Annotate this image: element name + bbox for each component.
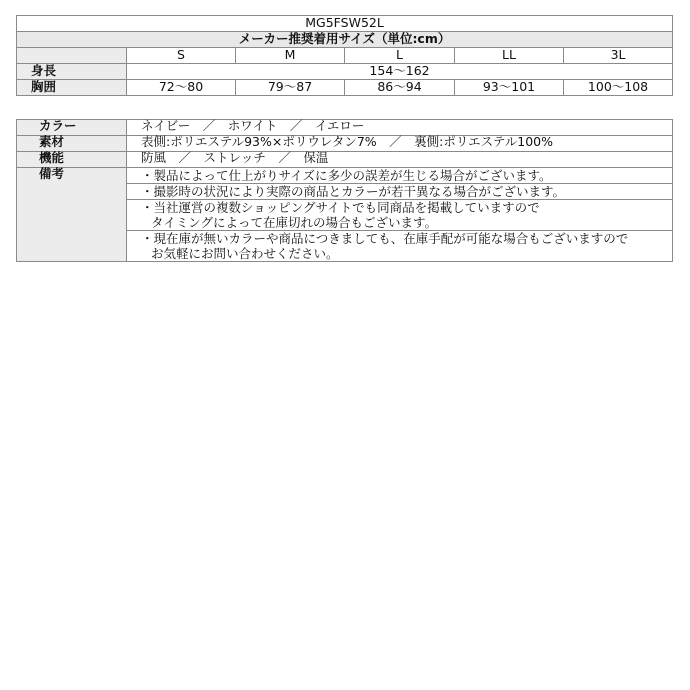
note-line-continued: タイミングによって在庫切れの場合もございます。 bbox=[151, 215, 438, 230]
spec-table bbox=[16, 119, 673, 262]
note-line: ・現在庫が無いカラーや商品につきましても、在庫手配が可能な場合もございますので bbox=[141, 231, 629, 246]
size-header-m: M bbox=[236, 48, 345, 64]
height-value: 154〜162 bbox=[127, 64, 673, 80]
note-item bbox=[127, 168, 673, 184]
height-label: 身長 bbox=[17, 64, 127, 80]
color-value: ネイビー ／ ホワイト ／ イエロー bbox=[127, 120, 673, 136]
size-header-s: S bbox=[127, 48, 236, 64]
note-line-continued: お気軽にお問い合わせください。 bbox=[151, 246, 339, 261]
notes-label: 備考 bbox=[17, 168, 127, 262]
size-header-corner bbox=[17, 48, 127, 64]
size-header-ll: LL bbox=[455, 48, 564, 64]
size-header-l: L bbox=[345, 48, 455, 64]
chest-value-l: 86〜94 bbox=[345, 80, 455, 96]
note-line: ・製品によって仕上がりサイズに多少の誤差が生じる場合がございます。 bbox=[141, 168, 552, 183]
note-item bbox=[127, 231, 673, 262]
size-table-subtitle: メーカー推奨着用サイズ（単位:cm） bbox=[17, 32, 673, 48]
product-code: MG5FSW52L bbox=[17, 16, 673, 32]
note-line: ・当社運営の複数ショッピングサイトでも同商品を掲載していますので bbox=[141, 200, 540, 215]
chest-value-ll: 93〜101 bbox=[455, 80, 564, 96]
note-item bbox=[127, 184, 673, 200]
size-table bbox=[16, 15, 673, 96]
material-label: 素材 bbox=[17, 136, 127, 152]
chest-value-s: 72〜80 bbox=[127, 80, 236, 96]
chest-value-3l: 100〜108 bbox=[564, 80, 673, 96]
chest-label: 胸囲 bbox=[17, 80, 127, 96]
color-label: カラー bbox=[17, 120, 127, 136]
function-label: 機能 bbox=[17, 152, 127, 168]
material-value: 表側:ポリエステル93%×ポリウレタン7% ／ 裏側:ポリエステル100% bbox=[127, 136, 673, 152]
chest-value-m: 79〜87 bbox=[236, 80, 345, 96]
size-header-3l: 3L bbox=[564, 48, 673, 64]
note-item bbox=[127, 200, 673, 231]
function-value: 防風 ／ ストレッチ ／ 保温 bbox=[127, 152, 673, 168]
note-line: ・撮影時の状況により実際の商品とカラーが若干異なる場合がございます。 bbox=[141, 184, 566, 199]
